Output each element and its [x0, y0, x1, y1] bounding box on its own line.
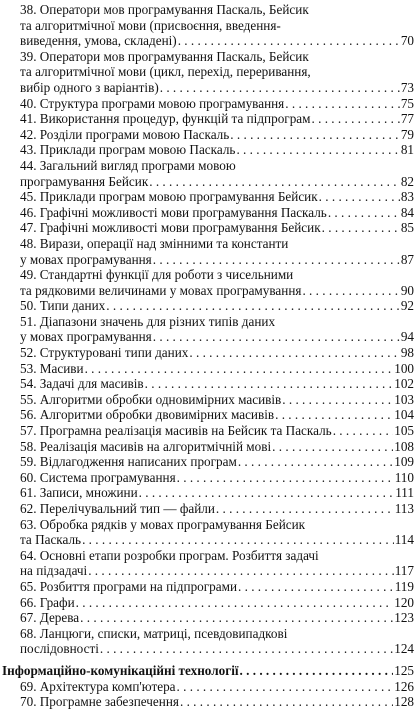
toc-entry	[0, 392, 418, 408]
dot-leader	[285, 96, 400, 112]
toc-entry-title-line: 45. Приклади програм мовою програмування Бейсик	[20, 189, 318, 205]
toc-page-number: 81	[400, 142, 414, 158]
toc-page-number: 114	[394, 532, 414, 548]
dot-leader	[189, 345, 399, 361]
toc-entry	[0, 220, 418, 236]
dot-leader	[282, 392, 393, 408]
toc-entry-title-line: вибір одного з варіантів)	[20, 79, 159, 95]
toc-entry	[0, 626, 418, 657]
toc-entry	[0, 2, 418, 49]
toc-entry-title-line: 55. Алгоритми обробки одновимірних масивів	[20, 391, 282, 407]
toc-entry-title-line: 69. Архітектура комп'ютера	[20, 678, 176, 694]
toc-entry-last-line	[0, 663, 418, 679]
dot-leader	[177, 470, 394, 486]
table-of-contents	[0, 2, 418, 710]
toc-entry-title-line: 63. Обробка рядків у мовах програмування Бейсик	[20, 516, 306, 532]
dot-leader	[238, 579, 394, 595]
toc-page-number: 123	[394, 610, 414, 626]
toc-entry-title-line: 42. Розділи програми мовою Паскаль	[20, 126, 230, 142]
toc-entry-title-line: 53. Масиви	[20, 360, 84, 376]
toc-entry-title-line: 41. Використання процедур, функцій та підпрограм	[20, 111, 311, 127]
dot-leader	[240, 663, 394, 679]
toc-page-number: 108	[394, 438, 414, 454]
toc-entry-last-line	[0, 423, 418, 439]
dot-leader	[153, 329, 400, 345]
toc-entry-title-line: 70. Програмне забезпечення	[20, 694, 179, 710]
toc-entry-title-line: 64. Основні етапи розробки програм. Розбиття задачі	[20, 547, 319, 563]
dot-leader	[88, 563, 394, 579]
dot-leader	[139, 485, 395, 501]
toc-entry-last-line	[0, 189, 418, 205]
toc-entry-last-line	[0, 142, 418, 158]
toc-entry-title-line: 60. Система програмування	[20, 469, 176, 485]
toc-entry-title-line: 59. Відлагодження написаних програм	[20, 454, 237, 470]
dot-leader	[160, 80, 400, 96]
toc-entry-last-line	[0, 96, 418, 112]
toc-entry	[0, 548, 418, 579]
toc-page-number: 85	[400, 220, 414, 236]
toc-page-number: 77	[400, 111, 414, 127]
toc-entry-title-line: та рядковими величинами у мовах програмування	[20, 282, 302, 298]
toc-entry	[0, 610, 418, 626]
toc-entry-last-line	[0, 111, 418, 127]
toc-entry-last-line	[0, 283, 418, 299]
toc-entry	[0, 205, 418, 221]
toc-entry-last-line	[0, 595, 418, 611]
dot-leader	[145, 376, 394, 392]
toc-entry-title-line: 61. Записи, множини	[20, 485, 138, 501]
toc-entry-title-line: 48. Вирази, операції над змінними та константи	[20, 235, 289, 251]
toc-entry	[0, 579, 418, 595]
toc-page-number: 94	[400, 329, 414, 345]
toc-page-number: 104	[394, 407, 414, 423]
toc-entry-title-line: 46. Графічні можливості мови програмування Паскаль	[20, 204, 327, 220]
toc-entry-title-line: 56. Алгоритми обробки двовимірних масивів	[20, 407, 275, 423]
toc-entry-title-line: 58. Реалізація масивів на алгоритмічній мові	[20, 438, 272, 454]
toc-entry	[0, 694, 418, 710]
toc-entry-title-line: 40. Структура програми мовою програмування	[20, 95, 285, 111]
toc-entry-title-line: 51. Діапазони значень для різних типів даних	[20, 313, 276, 329]
toc-entry-last-line	[0, 579, 418, 595]
toc-entry-last-line	[0, 33, 418, 49]
dot-leader	[178, 33, 400, 49]
toc-entry-last-line	[0, 679, 418, 695]
toc-page-number: 111	[395, 485, 414, 501]
toc-entry	[0, 485, 418, 501]
dot-leader	[76, 595, 394, 611]
dot-leader	[106, 298, 400, 314]
toc-entry-title-line: 57. Програмна реалізація масивів на Бейсик та Паскаль	[20, 423, 332, 439]
toc-entry-last-line	[0, 485, 418, 501]
dot-leader	[322, 220, 400, 236]
toc-entry-title-line: виведення, умова, складені)	[20, 33, 177, 49]
toc-entry-last-line	[0, 439, 418, 455]
dot-leader	[100, 641, 393, 657]
dot-leader	[80, 610, 393, 626]
toc-entry-title-line: 47. Графічні можливості мови програмування Бейсик	[20, 220, 321, 236]
toc-page-number: 98	[400, 345, 414, 361]
toc-entry	[0, 96, 418, 112]
toc-entry-last-line	[0, 361, 418, 377]
toc-entry-title-line: 38. Оператори мов програмування Паскаль, Бейсик	[20, 2, 309, 17]
toc-entry	[0, 376, 418, 392]
toc-page-number: 103	[394, 391, 414, 407]
toc-entry-last-line	[0, 376, 418, 392]
toc-page-number: 128	[394, 694, 414, 710]
toc-entry	[0, 439, 418, 455]
dot-leader	[238, 454, 393, 470]
toc-entry-last-line	[0, 532, 418, 548]
toc-section-heading	[0, 663, 418, 679]
toc-entry	[0, 361, 418, 377]
toc-entry-last-line	[0, 610, 418, 626]
toc-entry	[0, 158, 418, 189]
toc-entry-last-line	[0, 298, 418, 314]
toc-page-number: 125	[394, 662, 414, 678]
toc-entry-title-line: на підзадачі	[20, 563, 88, 579]
toc-entry	[0, 407, 418, 423]
toc-entry	[0, 501, 418, 517]
toc-entry	[0, 267, 418, 298]
toc-entry-title-line: 66. Графи	[20, 594, 75, 610]
toc-page-number: 126	[394, 678, 414, 694]
dot-leader	[149, 174, 400, 190]
dot-leader	[216, 501, 394, 517]
dot-leader	[319, 189, 400, 205]
toc-entry-title-line: у мовах програмування	[20, 329, 152, 345]
toc-entry-title-line: 44. Загальний вигляд програми мовою	[20, 157, 236, 173]
toc-entry-last-line	[0, 329, 418, 345]
toc-entry-last-line	[0, 80, 418, 96]
toc-page-number: 117	[394, 563, 414, 579]
toc-entry	[0, 454, 418, 470]
toc-entry	[0, 423, 418, 439]
toc-entry-title-line: 68. Ланцюги, списки, матриці, псевдовипадкові	[20, 625, 288, 641]
toc-entry-title-line: 49. Стандартні функції для роботи з чисельними	[20, 267, 294, 283]
toc-page-number: 102	[394, 376, 414, 392]
dot-leader	[272, 439, 393, 455]
toc-entry	[0, 298, 418, 314]
toc-entry-last-line	[0, 563, 418, 579]
toc-entry-title-line: 67. Дерева	[20, 610, 80, 626]
toc-entry-last-line	[0, 174, 418, 190]
toc-entry	[0, 189, 418, 205]
dot-leader	[236, 142, 399, 158]
toc-entry-title-line: 50. Типи даних	[20, 298, 106, 314]
toc-entry-last-line	[0, 345, 418, 361]
toc-entry	[0, 236, 418, 267]
dot-leader	[302, 283, 399, 299]
toc-page-number: 110	[394, 469, 414, 485]
toc-entry	[0, 111, 418, 127]
toc-page-number: 119	[394, 578, 414, 594]
toc-entry-title-line: 39. Оператори мов програмування Паскаль, Бейсик	[20, 48, 309, 64]
toc-page-number: 83	[400, 189, 414, 205]
toc-entry-title-line: у мовах програмування	[20, 251, 152, 267]
toc-page-number: 79	[400, 126, 414, 142]
toc-entry-last-line	[0, 454, 418, 470]
toc-page-number: 92	[400, 298, 414, 314]
toc-entry-last-line	[0, 470, 418, 486]
toc-entry-title-line: програмування Бейсик	[20, 173, 149, 189]
toc-page-number: 109	[394, 454, 414, 470]
dot-leader	[328, 205, 400, 221]
toc-entry-title-line: та алгоритмічної мови (присвоєння, введення-	[20, 17, 281, 33]
toc-entry-title-line: 43. Приклади програм мовою Паскаль	[20, 142, 236, 158]
toc-page-number: 120	[394, 594, 414, 610]
toc-page-number: 87	[400, 251, 414, 267]
dot-leader	[180, 694, 393, 710]
toc-entry-last-line	[0, 501, 418, 517]
toc-entry	[0, 517, 418, 548]
toc-page-number: 100	[394, 360, 414, 376]
toc-entry-title-line: послідовності	[20, 641, 99, 657]
toc-entry-last-line	[0, 392, 418, 408]
toc-entry	[0, 142, 418, 158]
dot-leader	[153, 252, 400, 268]
dot-leader	[275, 407, 393, 423]
toc-entry-title-line: Інформаційно-комунікаційні технології	[2, 662, 239, 678]
toc-entry-last-line	[0, 641, 418, 657]
toc-page-number: 70	[400, 33, 414, 49]
toc-entry-last-line	[0, 205, 418, 221]
dot-leader	[312, 111, 400, 127]
toc-entry-title-line: 54. Задачі для масивів	[20, 376, 144, 392]
toc-entry-last-line	[0, 220, 418, 236]
dot-leader	[230, 127, 400, 143]
dot-leader	[177, 679, 394, 695]
toc-entry-title-line: 65. Розбиття програми на підпрограми	[20, 578, 238, 594]
toc-page-number: 84	[400, 204, 414, 220]
toc-entry-last-line	[0, 694, 418, 710]
toc-page-number: 75	[400, 95, 414, 111]
toc-entry	[0, 49, 418, 96]
toc-page-number: 82	[400, 173, 414, 189]
toc-entry-title-line: 52. Структуровані типи даних	[20, 345, 189, 361]
toc-entry-last-line	[0, 252, 418, 268]
toc-entry-last-line	[0, 407, 418, 423]
dot-leader	[333, 423, 394, 439]
dot-leader	[82, 532, 394, 548]
toc-page-number: 105	[394, 423, 414, 439]
toc-entry	[0, 679, 418, 695]
toc-page-number: 90	[400, 282, 414, 298]
toc-entry	[0, 470, 418, 486]
toc-entry	[0, 345, 418, 361]
dot-leader	[85, 361, 394, 377]
toc-entry-title-line: та алгоритмічної мови (цикл, перехід, переривання,	[20, 64, 311, 80]
toc-page-number: 113	[394, 501, 414, 516]
toc-entry-title-line: 62. Перелічувальний тип — файли	[20, 501, 215, 516]
toc-entry-title-line: та Паскаль	[20, 532, 82, 548]
toc-page-number: 124	[394, 641, 414, 657]
toc-entry	[0, 314, 418, 345]
toc-entry-last-line	[0, 127, 418, 143]
toc-entry	[0, 595, 418, 611]
toc-entry	[0, 127, 418, 143]
toc-page-number: 73	[400, 79, 414, 95]
